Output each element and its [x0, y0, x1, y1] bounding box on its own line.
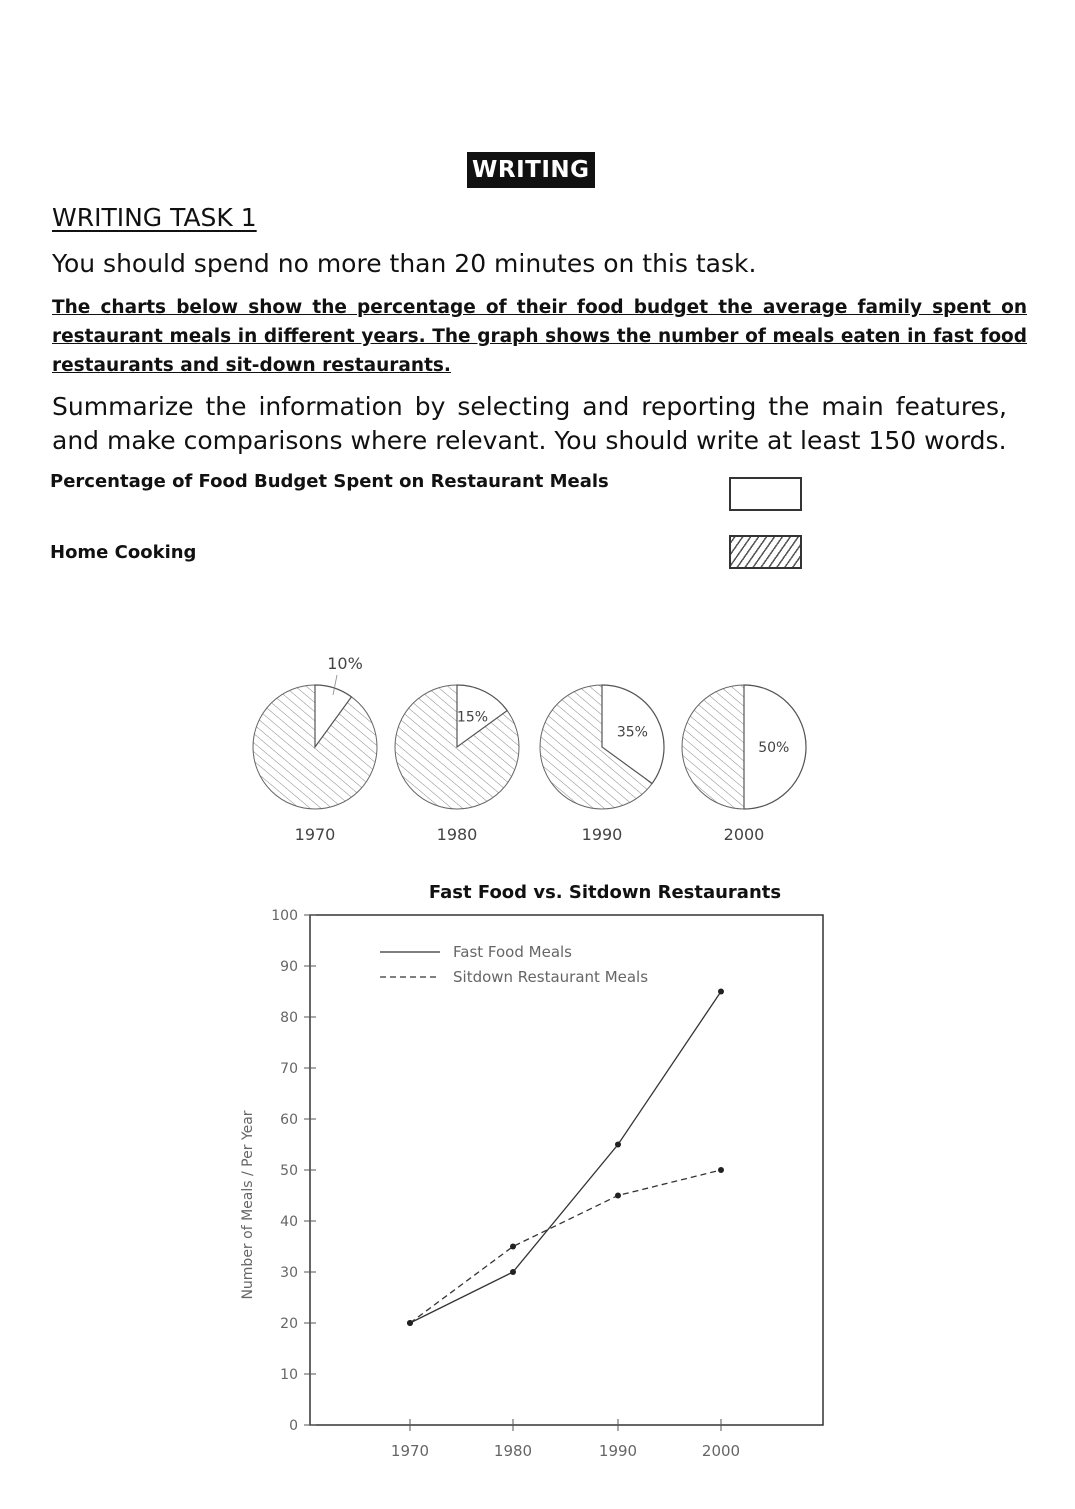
legend-text-fast-food: Fast Food Meals: [453, 943, 572, 961]
legend-home-label: Home Cooking: [50, 542, 197, 563]
y-tick-label: 80: [280, 1010, 298, 1026]
y-tick-label: 20: [280, 1316, 298, 1332]
pie-percent-label-1970: 10%: [327, 654, 363, 673]
x-tick-label: 1980: [493, 1442, 533, 1460]
line-chart: [225, 875, 845, 1475]
y-tick-label: 10: [280, 1367, 298, 1383]
data-point-fast-food: [615, 1142, 621, 1148]
series-line-fast-food: [410, 992, 721, 1324]
x-tick-label: 2000: [701, 1442, 741, 1460]
pie-year-label-1980: 1980: [436, 825, 478, 844]
x-tick-label: 1970: [390, 1442, 430, 1460]
data-point-sitdown: [718, 1167, 724, 1173]
line-chart-svg: [225, 875, 845, 1475]
y-axis-label: Number of Meals / Per Year: [240, 1110, 256, 1300]
y-tick-label: 40: [280, 1214, 298, 1230]
writing-badge: WRITING: [467, 152, 595, 188]
data-point-fast-food: [718, 989, 724, 995]
pie-charts: [230, 650, 830, 850]
task-description: The charts below show the percentage of their food budget the average family spent on restaurant meals in different years. The graph shows the number of meals eaten in fast food restaurants and sit-down restaurants.: [52, 297, 1027, 376]
task-summary: Summarize the information by selecting and reporting the main features, and make comparisons where relevant. You should write at least 150 words.: [52, 392, 1007, 455]
data-point-sitdown: [615, 1193, 621, 1199]
data-point-sitdown: [510, 1244, 516, 1250]
y-tick-label: 0: [289, 1418, 298, 1434]
legend-restaurant-swatch: [729, 477, 802, 511]
pie-year-label-1990: 1990: [581, 825, 623, 844]
pie-percent-label-2000: 50%: [758, 740, 790, 756]
task-instruction: You should spend no more than 20 minutes on this task.: [52, 249, 757, 278]
legend-text-sitdown: Sitdown Restaurant Meals: [453, 968, 649, 986]
pie-percent-label-1990: 35%: [616, 724, 648, 741]
pie-percent-label-1980: 15%: [456, 709, 489, 726]
y-tick-label: 60: [280, 1112, 298, 1128]
pie-year-label-1970: 1970: [294, 825, 336, 844]
data-point-sitdown: [407, 1320, 413, 1326]
line-chart-title: Fast Food vs. Sitdown Restaurants: [428, 882, 782, 903]
y-tick-label: 30: [280, 1265, 298, 1281]
y-tick-label: 70: [280, 1061, 298, 1077]
y-tick-label: 100: [271, 908, 298, 924]
x-tick-label: 1990: [598, 1442, 638, 1460]
data-point-fast-food: [510, 1269, 516, 1275]
line-chart-frame: [310, 915, 823, 1425]
pie-year-label-2000: 2000: [723, 825, 765, 844]
y-tick-label: 90: [280, 959, 298, 975]
legend-restaurant-label: Percentage of Food Budget Spent on Restaurant Meals: [50, 471, 609, 492]
pie-charts-svg: [230, 650, 830, 850]
y-tick-label: 50: [280, 1163, 298, 1179]
task-title: WRITING TASK 1: [52, 203, 257, 232]
legend-home-swatch: [729, 535, 802, 569]
